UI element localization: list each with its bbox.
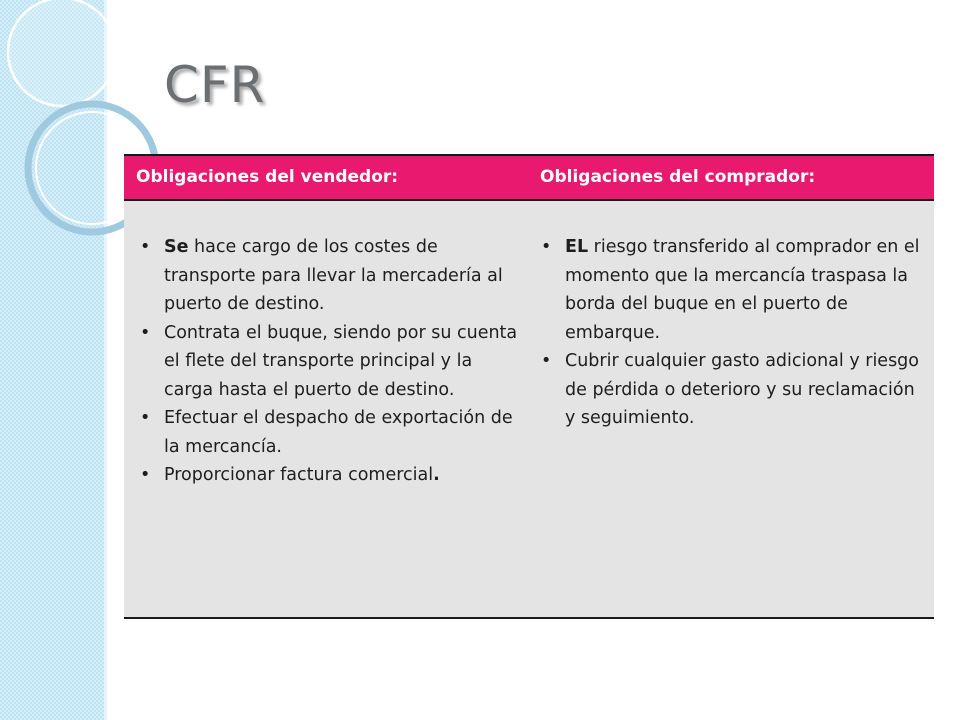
table-body-row — [124, 201, 934, 619]
list-item-text: Cubrir cualquier gasto adicional y riesgo de pérdida o deterioro y su reclamación y seguimiento. — [565, 351, 919, 428]
seller-obligations-list — [138, 233, 524, 490]
table-header-row — [124, 154, 934, 201]
seller-obligations-cell — [138, 233, 524, 490]
list-item-text: riesgo transferido al comprador en el momento que la mercancía traspasa la borda del buque en el puerto de embarque. — [565, 237, 920, 343]
list-item — [539, 233, 921, 347]
list-item — [539, 347, 921, 433]
list-item — [138, 461, 524, 490]
decorative-circle-top — [8, 0, 116, 106]
bold-lead-word: Se — [164, 237, 189, 257]
list-item — [138, 319, 524, 405]
obligations-table — [124, 154, 934, 618]
list-item — [138, 233, 524, 319]
bold-period: . — [433, 465, 440, 485]
list-item-text: Contrata el buque, siendo por su cuenta el flete del transporte principal y la carga hasta el puerto de destino. — [164, 322, 518, 400]
list-item-text: hace cargo de los costes de transporte para llevar la mercadería al puerto de destino. — [164, 237, 503, 314]
buyer-obligations-cell — [539, 233, 921, 433]
list-item — [138, 404, 524, 461]
header-seller-obligations: Obligaciones del vendedor: — [136, 167, 399, 187]
list-item-text: Proporcionar factura comercial — [164, 465, 434, 485]
list-item-text: Efectuar el despacho de exportación de la mercancía. — [164, 408, 513, 457]
header-buyer-obligations: Obligaciones del comprador: — [540, 167, 816, 187]
buyer-obligations-list — [539, 233, 921, 433]
slide-title: CFR — [164, 56, 266, 114]
bold-lead-word: EL — [565, 237, 589, 257]
